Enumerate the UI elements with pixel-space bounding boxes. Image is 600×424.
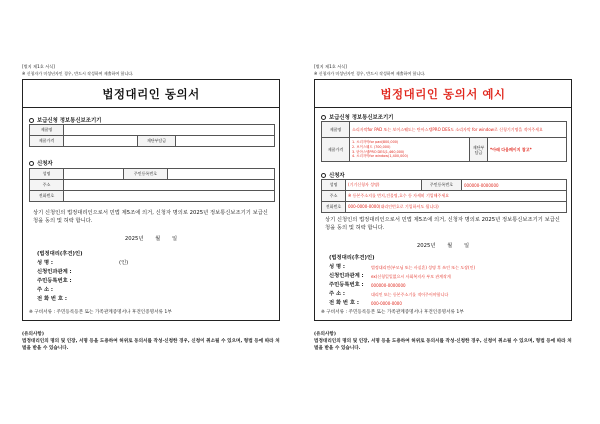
sign-row [329,254,475,263]
sign-row-example: ex)신청일일없으시 사회복지사 부모 관계작게 [371,274,451,279]
price-option: 2. 보이스웨도 (700,000) [352,144,391,149]
table-row [30,136,275,147]
sign-row-key: (법정대리(후견)인) [37,251,83,257]
table-row [322,122,567,138]
applicant-address-example: ※ 등본주소지를 번지,건물명,호수 등 자세히 기입해주세요 [348,193,450,198]
applicant-table [321,179,567,213]
date-line: 2025년 월 일 [416,243,470,249]
sign-row [37,250,128,259]
form-instruction-note: ※ 신청자가 미성년자인 경우, 반드시 작성하여 제출하여 합니다. [314,71,426,76]
form-frame [314,79,572,321]
table-row [322,191,567,202]
sign-row [37,295,128,304]
contribution-label: 재단부담금 [138,136,176,147]
product-name-label: 제품명 [322,122,350,138]
form-number-label: [별지 제1호 서식] [314,64,347,69]
page-title: 법정대리인 동의서 [102,86,200,101]
applicant-address-input[interactable] [346,191,567,202]
applicant-name-example: (기기신청자 성명) [348,182,380,187]
attachment-note: ※ 구비서류 : 주민등록등본 또는 가족관계증명서나 후견인증명서류 1부 [321,310,464,315]
sign-row [37,259,128,268]
applicant-name-input[interactable] [64,169,124,180]
section-device-heading [29,116,101,124]
caution-title: (유의사항) [22,332,44,337]
consent-statement: 상기 신청인의 법정대리인으로서 민법 제5조에 의거, 신청자 명의로 2025년 정보통신보조기기 보급신청을 동의 및 허락 합니다. [33,210,268,224]
applicant-name-input[interactable] [346,180,422,191]
page-title: 법정대리인 동의서 예시 [380,86,506,101]
sign-row-key: 전 화 번 호 : [329,300,359,306]
form-frame [22,79,280,321]
contribution-input[interactable] [488,138,567,162]
sign-row-example: 법정대리인(부모님 또는 사실혼) 성명 후 쓰인 또는 도장(인) [371,265,476,270]
device-table [321,121,567,162]
price-option: 3. 탄아스텝PRO DES(1,460,000) [352,149,405,154]
sign-row [329,281,475,290]
bullet-circle-icon [321,173,326,178]
table-row [30,191,275,202]
form-number-label: [별지 제1호 서식] [22,64,55,69]
sign-row [37,286,128,295]
product-name-label: 제품명 [30,125,64,136]
sign-row-key: 주민등록번호 : [37,278,72,284]
title-box [23,80,279,108]
table-row [30,125,275,136]
sign-row [329,299,475,308]
caution-body: 법정대리인의 명의 및 인장, 서명 등을 도용하여 허위로 동의서를 작성·신청한 경우, 신청이 취소될 수 있으며, 형법 등에 따라 처벌을 받을 수 있습니다. [22,339,280,351]
table-row [30,169,275,180]
sign-row-example: 000000-0000000 [371,283,406,288]
product-price-label: 제품가격 [30,136,64,147]
sign-row-example: 000-0000-0000 [371,301,402,306]
signature-block [329,254,475,308]
sign-row-key: 성 명 : [329,264,346,270]
section-device-title: 보급신청 정보통신보조기기 [37,118,102,124]
applicant-phone-label: 전화번호 [30,191,64,202]
product-price-input[interactable] [64,136,138,147]
applicant-address-input[interactable] [64,180,275,191]
bullet-circle-icon [321,115,326,120]
sign-row [37,268,128,277]
applicant-id-label: 주민등록번호 [124,169,168,180]
applicant-phone-input[interactable] [64,191,275,202]
date-line: 2025년 월 일 [124,236,178,242]
applicant-phone-example: 000-0000-0000(대리인번호로 기입하셔도 됩니다) [348,204,439,209]
title-box [315,80,571,108]
section-applicant-heading [321,171,345,179]
bullet-circle-icon [29,118,34,123]
form-instruction-note: ※ 신청자가 미성년자인 경우, 반드시 작성하여 제출하여 합니다. [22,71,134,76]
section-applicant-title: 신청자 [329,173,345,179]
section-device-heading [321,113,393,121]
table-row [322,138,567,162]
applicant-name-label: 성명 [30,169,64,180]
sign-row-key: 신청인과관계 : [37,269,72,275]
price-option: 4. 소리자막for window(1,400,000) [352,154,408,159]
applicant-id-label: 주민등록번호 [422,180,462,191]
section-device-title: 보급신청 정보통신보조기기 [329,115,394,121]
bullet-circle-icon [29,161,34,166]
sign-row-key: (법정대리(후견)인) [329,255,375,261]
applicant-id-input[interactable] [462,180,567,191]
applicant-phone-input[interactable] [346,202,567,213]
caution-body: 법정대리인의 명의 및 인장, 서명 등을 도용하여 허위로 동의서를 작성·신청한 경우, 신청이 취소될 수 있으며, 형법 등에 따라 처벌을 받을 수 있습니다. [314,339,572,351]
section-applicant-heading [29,159,53,167]
contribution-example: *아래 다음페이지 참고* [490,146,532,152]
contribution-input[interactable] [176,136,275,147]
sign-row [329,290,475,299]
attachment-note: ※ 구비서류 : 주민등록등본 또는 가족관계증명서나 후견인증명서류 1부 [29,310,172,315]
table-row [30,180,275,191]
caution-title: (유의사항) [314,332,336,337]
section-applicant-title: 신청자 [37,161,53,167]
sign-row-example: 대리인 또는 등본주소기를 적어주어야합니다 [371,292,449,297]
product-price-label: 제품가격 [322,138,350,162]
sign-row [329,263,475,272]
table-row [322,202,567,213]
sign-row-key: 신청인과관계 : [329,273,364,279]
signature-block [37,250,128,304]
applicant-phone-label: 전화번호 [322,202,346,213]
product-name-example: 소리자막for PAD 또는 보이스웨도는 탄아스텝PRO DES도 소리자막 for window로 신청기기명을 적어주세요 [352,127,543,132]
device-table [29,124,275,147]
blank-consent-form-page [18,0,298,424]
applicant-address-label: 주소 [322,191,346,202]
sign-row [329,272,475,281]
contribution-label: 재단부 담금 [470,138,488,162]
sign-row-key: 성 명 : [37,260,54,266]
sign-row-key: 전 화 번 호 : [37,296,67,302]
product-price-input[interactable] [350,138,470,162]
applicant-id-input[interactable] [168,169,275,180]
table-row [322,180,567,191]
applicant-id-example: 000000-0000000 [464,182,499,188]
product-name-input[interactable] [64,125,275,136]
consent-statement: 상기 신청인의 법정대리인으로서 민법 제5조에 의거, 신청자 명의로 2025년 정보통신보조기기 보급신청을 동의 및 허락 합니다. [325,217,560,231]
applicant-table [29,168,275,202]
applicant-address-label: 주소 [30,180,64,191]
seal-mark: (인) [119,260,129,266]
sign-row-key: 주 소 : [329,291,346,297]
product-name-input[interactable] [350,122,567,138]
example-consent-form-page [310,0,590,424]
sign-row-key: 주 소 : [37,287,54,293]
sign-row-key: 주민등록번호 : [329,282,364,288]
applicant-name-label: 성명 [322,180,346,191]
sign-row [37,277,128,286]
price-option: 1. 소리자막for pad(800,000) [352,140,399,145]
